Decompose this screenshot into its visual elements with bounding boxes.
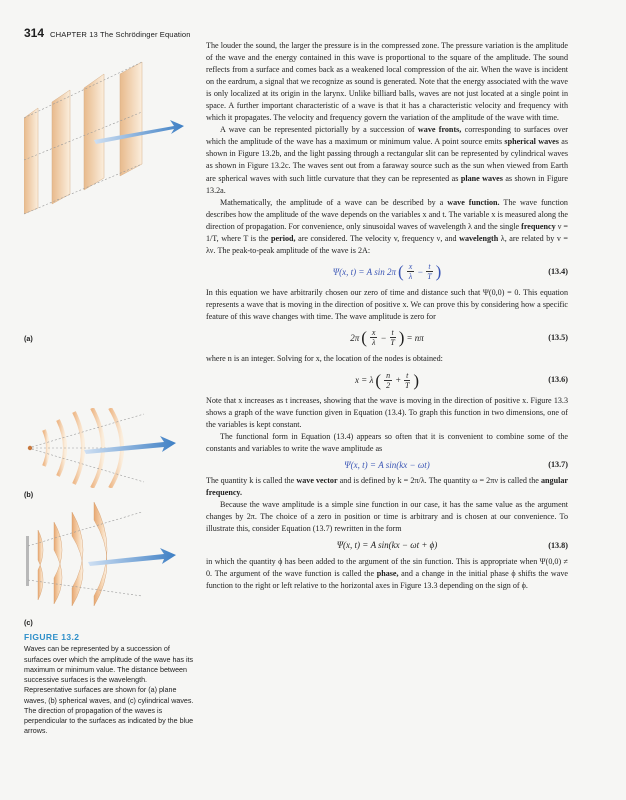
term: wavelength [459,233,499,243]
page-number: 314 [24,26,45,40]
term: angular frequency. [206,476,568,498]
paragraph: The louder the sound, the larger the pressure is in the compressed zone. The pressure variation is the amplitude of the wave and the energy contained in this wave is proportional to the square of the amplitude. The sound reflects from a surface and comes back as a weakened local compression of the air. When the wave is incident on the eardrum, a signal that we recognize as sound is generated. Note that the energy associated with the wave is only localized at its origin in the larynx. Unlike billiard balls, waves are not just located at a single point in space. A further important characteristic of a wave is that it has a characteristic velocity and frequency with which it propagates. The velocity and frequency govern the variation of the amplitude of the wave with time. [206,41,568,123]
term: frequency [521,221,556,231]
equation-13-4: Ψ(x, t) = A sin 2π ( $\frac{x}{\lambda}$ − $\frac{t}{T}$ ) (13.4) [332,262,568,282]
paragraph: The quantity k is called the wave vector and is defined by k = 2π/λ. The quantity ω = 2πν is called the angular frequency. [206,476,568,498]
panel-a-label: (a) [24,334,33,343]
figure-panel-a [24,60,194,220]
equation-number: (13.8) [548,540,568,550]
equation-13-6: x = λ ( $\frac{n}{2}$ + $\frac{t}{T}$ ) (13.6) [354,370,568,390]
equation-number: (13.7) [548,460,568,470]
cylindrical-wavefronts [38,502,107,606]
running-header [24,24,191,42]
paragraph: A wave can be represented pictorially by a succession of wave fronts, corresponding to surfaces over which the amplitude of the wave has a maximum or minimum value. A point source emits spherical waves as shown in Figure 13.2b, and the light passing through a rectangular slit can be represented by cylindrical waves as shown in Figure 13.2c. The waves sent out from a faraway source such as the sun when viewed from Earth are spherical waves with such little curvature that they can be represented as plane waves as shown in Figure 13.2a. [206,125,569,195]
equation-13-7: Ψ(x, t) = A sin(kx − ωt) (13.7) [344,460,568,471]
term: period, [271,233,296,243]
panel-b-label: (b) [24,490,34,499]
paragraph: Note that x increases as t increases, showing that the wave is moving in the direction of positive x. Figure 13.3 shows a graph of the wave function given in Equation (13.4). To graph this function in two dimensions, one of the variables is kept constant. [206,396,568,430]
figure-panel-c [24,500,194,606]
equation-13-5: 2π ( $\frac{x}{\lambda}$ − $\frac{t}{T}$ ) = nπ (13.5) [350,328,568,348]
term: spherical waves [504,137,559,147]
figure-panel-b [24,408,194,488]
paragraph: in which the quantity ϕ has been added to the argument of the sin function. This is appropriate when Ψ(0,0) ≠ 0. The argument of the wave function is called the phase, and a change in the initial phase ϕ shifts the wave function to the right or left relative to the horizontal axes in Figure 13.3 depending on the sign of ϕ. [206,556,568,590]
paragraph: The functional form in Equation (13.4) appears so often that it is convenient to combine some of the constants and variables to write the wave amplitude as [206,432,568,454]
term: plane waves [460,173,503,183]
chapter-title: CHAPTER 13 The Schrödinger Equation [50,30,191,39]
equation-13-8: Ψ(x, t) = A sin(kx − ωt + ϕ) (13.8) [336,540,568,551]
term: wave fronts, [417,125,462,135]
figure-caption-text: Waves can be represented by a succession of surfaces over which the amplitude of the wave has its maximum or minimum value. The distance between successive surfaces is the wavelength. Representative surfaces are shown for (a) plane waves, (b) spherical waves, and (c) cylindrical waves. The direction of propagation of the waves is perpendicular to the surfaces as indicated by the blue arrows. [24,645,194,736]
term: wave function. [447,197,500,207]
paragraph: where n is an integer. Solving for x, the location of the nodes is obtained: [206,353,443,363]
term: wave vector [296,476,338,486]
figure-title: FIGURE 13.2 [24,632,80,642]
paragraph: In this equation we have arbitrarily chosen our zero of time and distance such that Ψ(0,0) = 0. This equation represents a wave that is moving in the direction of positive x. We can prove this by considering how a specific feature of this wave changes with time. The wave amplitude is zero for [206,287,568,321]
panel-c-label: (c) [24,618,33,627]
term: phase, [376,568,399,578]
figure-caption [24,632,194,737]
equation-number: (13.5) [548,332,568,342]
propagation-arrow-icon [88,548,176,566]
point-source [28,446,32,450]
line-source [26,536,29,586]
equation-number: (13.4) [548,266,568,276]
body-text [206,40,568,592]
paragraph: Mathematically, the amplitude of a wave can be described by a wave function. The wave function describes how the amplitude of the wave depends on the variables x and t. The variable x is measured along the direction of propagation. For convenience, only sinusoidal waves of wavelength λ and the single frequency ν = 1/T, where T is the period, are considered. The velocity v, frequency ν, and wavelength λ, are related by v = λν. The peak-to-peak amplitude of the wave is 2A: [206,197,568,255]
propagation-arrow-icon [84,436,176,454]
equation-number: (13.6) [548,375,568,385]
paragraph: Because the wave amplitude is a simple sine function in our case, it has the same value as the argument changes by 2π. The choice of a zero in position or time is arbitrary and is chosen at our convenience. To illustrate this, consider Equation (13.7) rewritten in the form [206,500,568,534]
